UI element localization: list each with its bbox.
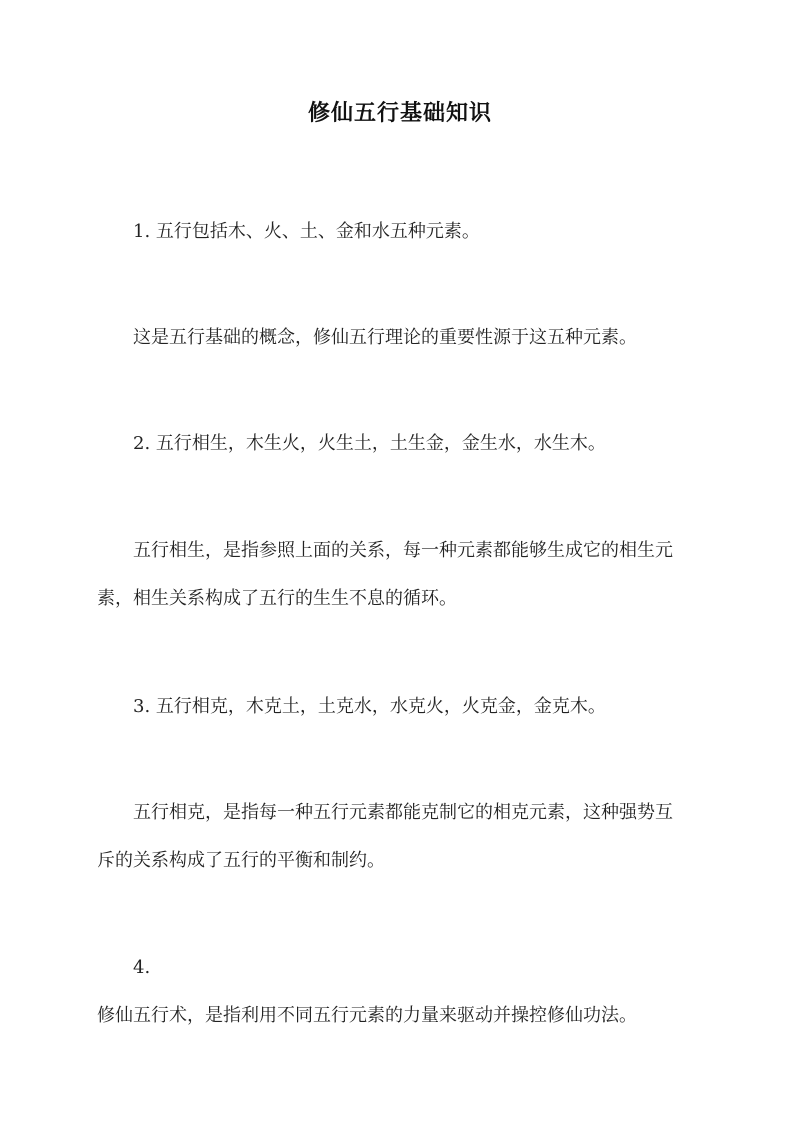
page-title: 修仙五行基础知识 bbox=[307, 100, 492, 126]
item-3-paragraph-line-2: 斥的关系构成了五行的平衡和制约。 bbox=[97, 850, 385, 871]
item-1-heading: 1. 五行包括木、火、土、金和水五种元素。 bbox=[133, 221, 480, 242]
item-2-paragraph-line-2: 素，相生关系构成了五行的生生不息的循环。 bbox=[97, 588, 457, 609]
item-3-heading: 3. 五行相克，木克土，土克水，水克火，火克金，金克木。 bbox=[133, 696, 606, 717]
item-1-paragraph: 这是五行基础的概念，修仙五行理论的重要性源于这五种元素。 bbox=[133, 327, 637, 348]
item-2-heading: 2. 五行相生，木生火，火生土，土生金，金生水，水生木。 bbox=[133, 433, 606, 454]
item-2-paragraph-line-1: 五行相生，是指参照上面的关系，每一种元素都能够生成它的相生元 bbox=[133, 540, 673, 561]
item-3-paragraph-line-1: 五行相克，是指每一种五行元素都能克制它的相克元素，这种强势互 bbox=[133, 802, 673, 823]
item-4-paragraph: 修仙五行术，是指利用不同五行元素的力量来驱动并操控修仙功法。 bbox=[97, 1005, 637, 1026]
item-4-number: 4. bbox=[133, 957, 151, 978]
